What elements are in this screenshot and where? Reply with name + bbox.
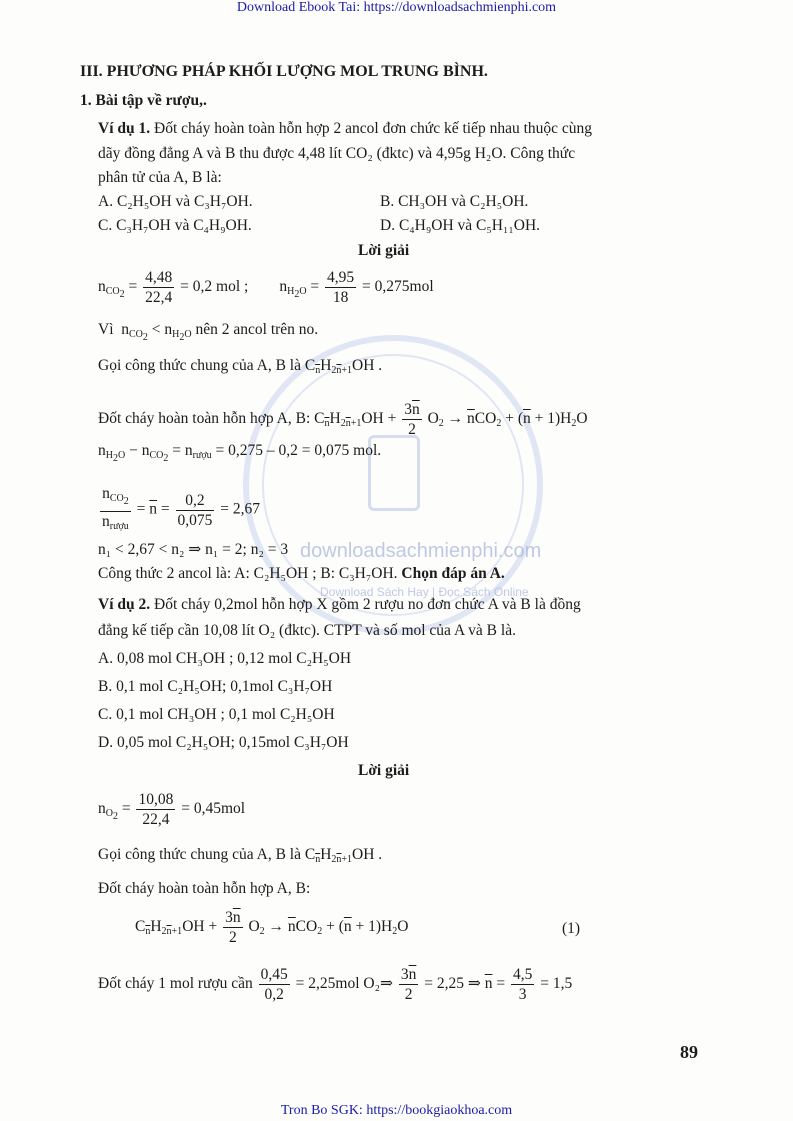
ex2-option-b: B. 0,1 mol C₂H₅OH; 0,1mol C₃H₇OH <box>98 678 333 695</box>
ex2-equation-number: (1) <box>562 920 581 937</box>
section-title: III. PHƯƠNG PHÁP KHỐI LƯỢNG MOL TRUNG BÌNH. <box>80 63 488 80</box>
ex2-option-d: D. 0,05 mol C₂H₅OH; 0,15mol C₃H₇OH <box>98 734 349 751</box>
ex1-option-d: D. C₄H₉OH và C₅H₁₁OH. <box>380 217 541 234</box>
ex2-line1: Ví dụ 2. Đốt cháy 0,2mol hỗn hợp X gồm 2 rượu no đơn chức A và B là đồng <box>98 596 581 613</box>
ex1-answer: Chọn đáp án A. <box>401 565 505 582</box>
ex1-inequality: n₁ < 2,67 < n₂ ⇒ n₁ = 2; n₂ = 3 <box>98 541 289 558</box>
ex1-text1: Đốt cháy hoàn toàn hỗn hợp 2 ancol đơn chức kế tiếp nhau thuộc cùng <box>150 120 593 137</box>
ex2-option-c: C. 0,1 mol CH₃OH ; 0,1 mol C₂H₅OH <box>98 706 335 723</box>
header-download-link[interactable]: Download Ebook Tai: https://downloadsachmienphi.com <box>236 0 557 15</box>
ex1-h2o-fraction: $\frac{4,95}{18}$ <box>327 269 355 306</box>
ex1-line1 <box>98 120 592 138</box>
watermark-subtext: Download Sách Hay | Đọc Sách Online <box>320 585 529 599</box>
ex2-combustion-label: Đốt cháy hoàn toàn hỗn hợp A, B: <box>98 880 311 897</box>
ex1-conclusion: Công thức 2 ancol là: A: C₂H₅OH ; B: C₃H₇OH. Chọn đáp án A. <box>98 565 505 582</box>
ex2-option-a: A. 0,08 mol CH₃OH ; 0,12 mol C₂H₅OH <box>98 650 352 667</box>
ex1-label: Ví dụ 1. <box>98 120 151 137</box>
ex1-option-c: C. C₃H₇OH và C₄H₉OH. <box>98 217 252 234</box>
ex1-general-formula: Gọi công thức chung của A, B là $C_{\overline{n}}H_{2\overline{n}+1}OH$ . <box>98 357 383 376</box>
ex2-label: Ví dụ 2. <box>98 596 151 613</box>
ex1-ratio-line: $\frac{n_{CO_2}}{n_{rượu}}$ = $\overline{n}$ = $\frac{0,2}{0,075}$ = 2,67 <box>98 484 260 536</box>
ex1-line2: dãy đồng đẳng A và B thu được 4,48 lít CO₂ (đktc) và 4,95g H₂O. Công thức <box>98 145 576 162</box>
ex1-option-b: B. CH₃OH và C₂H₅OH. <box>380 193 529 210</box>
ex1-moles-line: $n_{CO_2}$ = $\frac{4,48}{22,4}$ = 0,2 mol ; $n_{H_2O}$ = $\frac{4,95}{18}$ = 0,275mol <box>98 269 434 306</box>
ex2-solution-heading: Lời giải <box>358 762 410 779</box>
ex1-option-a: A. C₂H₅OH và C₃H₇OH. <box>98 193 253 210</box>
ex2-equation: $C_{\overline{n}}H_{2\overline{n}+1}OH$ + $\frac{3\overline{n}}{2}$ $O_2 \to \overline{n}CO_2 + (\overline{n} + 1)H_2O$ <box>135 909 409 946</box>
ex1-difference-line: $n_{H_2O} - n_{CO_2} = n_{rượu} = 0,275 - 0,2 = 0,075$ mol. <box>98 442 382 464</box>
subsection-title: 1. Bài tập về rượu,. <box>80 92 207 109</box>
ex2-general-formula: Gọi công thức chung của A, B là $C_{\overline{n}}H_{2\overline{n}+1}OH$ . <box>98 846 383 865</box>
ex1-line3: phân tử của A, B là: <box>98 169 222 186</box>
ex1-vi-line: Vì $n_{CO_2} < n_{H_2O}$ nên 2 ancol trên no. <box>98 321 319 343</box>
page-number: 89 <box>680 1042 698 1062</box>
ex2-moles-line: $n_{O_2}$ = $\frac{10,08}{22,4}$ = 0,45mol <box>98 791 246 828</box>
ex2-line2: đẳng kế tiếp cần 10,08 lít O₂ (đktc). CTPT và số mol của A và B là. <box>98 622 516 639</box>
ex1-co2-fraction: $\frac{4,48}{22,4}$ <box>145 269 173 306</box>
ex2-last-line: Đốt cháy 1 mol rượu cần $\frac{0,45}{0,2}$ = 2,25mol O₂⇒ $\frac{3\overline{n}}{2}$ = 2,25 ⇒ $\overline{n}$ = $\frac{4,5}{3}$ = 1,5 <box>98 966 573 1003</box>
watermark-text: downloadsachmienphi.com <box>300 540 542 562</box>
ex1-solution-heading: Lời giải <box>358 242 410 259</box>
footer-sgk-link[interactable]: Tron Bo SGK: https://bookgiaokhoa.com <box>280 1103 513 1118</box>
ex1-combustion-equation: Đốt cháy hoàn toàn hỗn hợp A, B: $C_{\overline{n}}H_{2\overline{n}+1}OH$ + $\frac{3\overline{n}}{2}$ $O_2 \to \overline{n}CO_2 + (\overline{n} + 1)H_2O$ <box>98 401 588 438</box>
